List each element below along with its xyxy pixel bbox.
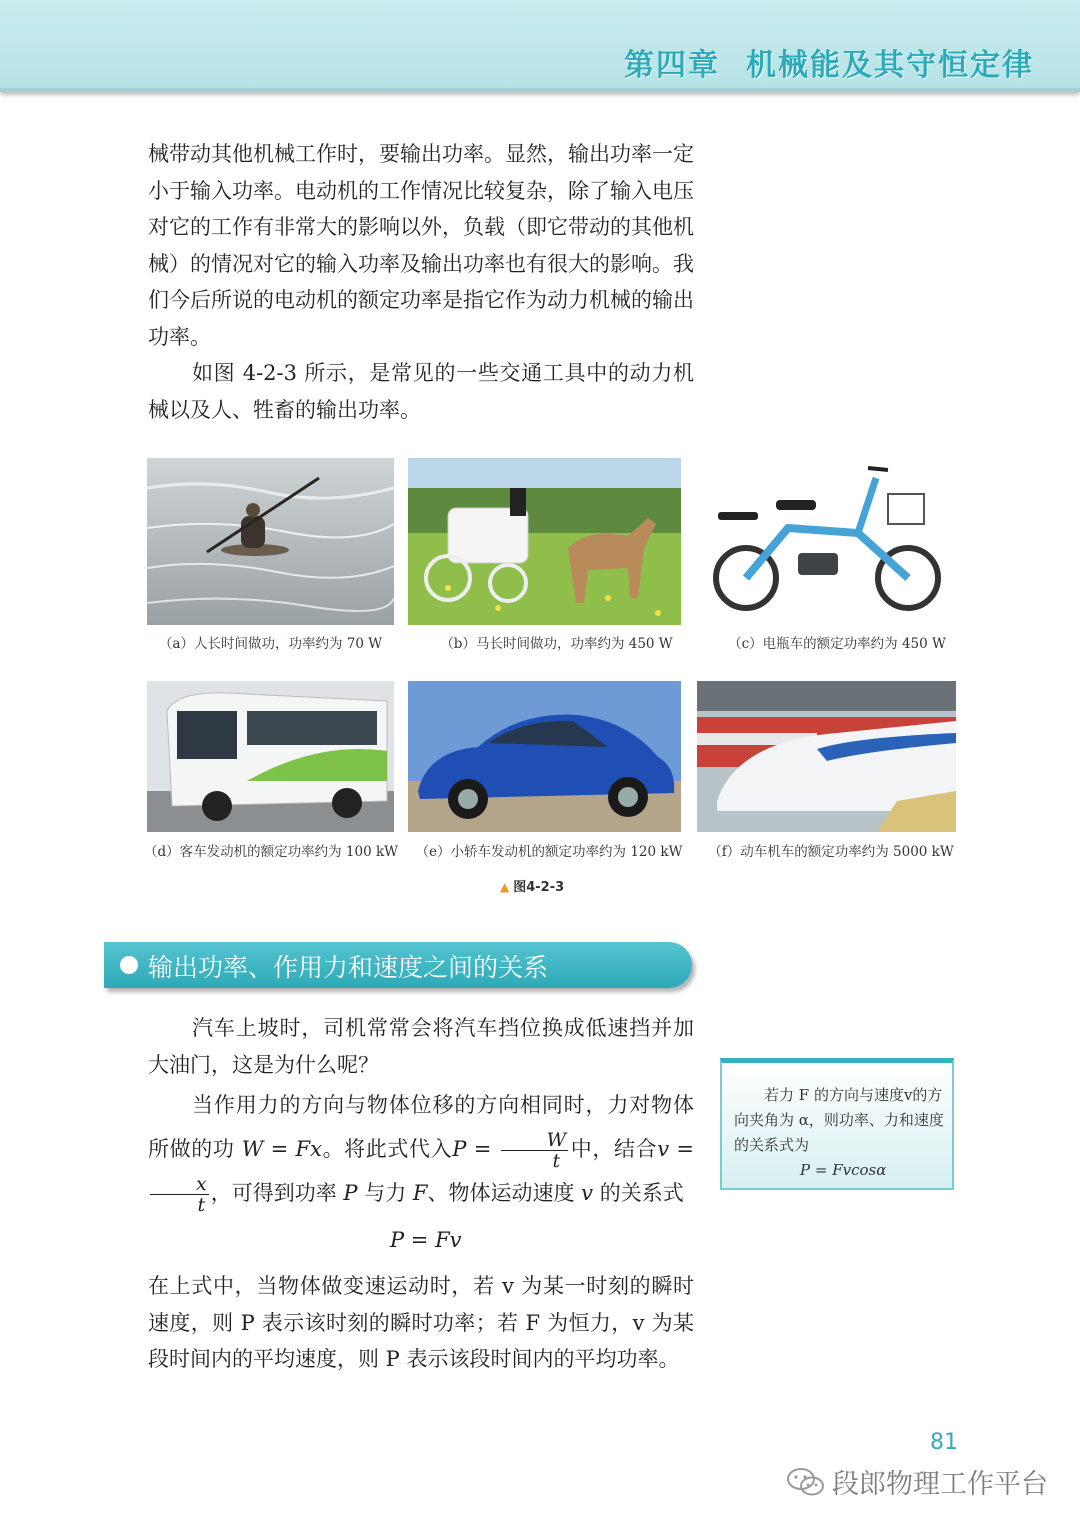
sidebar-note [720, 1058, 954, 1190]
fraction-w-over-t: $\frac{W}{t}$ [501, 1130, 569, 1171]
chapter-title [624, 40, 1034, 84]
caption-c: （c）电瓶车的额定功率约为 450 W [728, 636, 946, 652]
caption-d: （d）客车发动机的额定功率约为 100 kW [143, 844, 399, 860]
body-paragraph-2: 如图 4-2-3 所示，是常见的一些交通工具中的动力机械以及人、牲畜的输出功率。 [148, 361, 694, 422]
car-photo [408, 681, 681, 832]
horse-carriage-photo [408, 458, 681, 625]
bullet-train-photo [697, 681, 956, 832]
bullet-dot-icon [120, 956, 138, 974]
section-paragraph-2: 当作用力的方向与物体位移的方向相同时，力对物体所做的功 W = Fx。将此式代入P = $\frac{W}{t}$ 中，结合v = $\frac{x}{t}$ ，可得到功率 P 与力 F、物体运动速度 v 的关系式 [148, 1093, 694, 1216]
section-heading [104, 942, 692, 988]
caption-a: （a）人长时间做功，功率约为 70 W [158, 636, 383, 652]
caption-b: （b）马长时间做功，功率约为 450 W [440, 636, 673, 652]
caption-e: （e）小轿车发动机的额定功率约为 120 kW [415, 844, 683, 860]
chapter-label: 第四章 [624, 48, 720, 83]
power-formula: P = Fv [390, 1228, 462, 1252]
sidebar-note-formula: P = Fvcosα [800, 1161, 887, 1179]
sidebar-note-text: 若力 F 的方向与速度v的方向夹角为 α，则功率、力和速度的关系式为 [734, 1086, 944, 1154]
section-paragraph-1: 汽车上坡时，司机常常会将汽车挡位换成低速挡并加大油门，这是为什么呢？ [148, 1016, 694, 1077]
section-paragraph-3: 在上式中，当物体做变速运动时，若 v 为某一时刻的瞬时速度，则 P 表示该时刻的瞬时功率；若 F 为恒力，v 为某段时间内的平均速度，则 P 表示该段时间内的平均功率。 [148, 1274, 694, 1371]
caption-f: （f）动车机车的额定功率约为 5000 kW [708, 844, 954, 860]
body-paragraph-1: 械带动其他机械工作时，要输出功率。显然，输出功率一定小于输入功率。电动机的工作情况比较复杂，除了输入电压对它的工作有非常大的影响以外，负载（即它带动的其他机械）的情况对它的输入功率及输出功率也有很大的影响。我们今后所说的电动机的额定功率是指它作为动力机械的输出功率。 [148, 142, 694, 349]
page-number: 81 [930, 1430, 958, 1455]
chapter-name: 机械能及其守恒定律 [746, 48, 1034, 83]
figure-label: ▲ 图4-2-3 [500, 880, 565, 895]
electric-bike-photo [698, 458, 948, 625]
chapter-header [0, 0, 1080, 92]
watermark-text: 段郎物理工作平台 [832, 1469, 1048, 1500]
kayak-photo [147, 458, 394, 625]
section-title: 输出功率、作用力和速度之间的关系 [148, 953, 549, 982]
wechat-icon [786, 1466, 826, 1498]
bus-photo [147, 681, 394, 832]
triangle-icon: ▲ [500, 880, 510, 894]
fraction-x-over-t: $\frac{x}{t}$ [150, 1174, 209, 1215]
